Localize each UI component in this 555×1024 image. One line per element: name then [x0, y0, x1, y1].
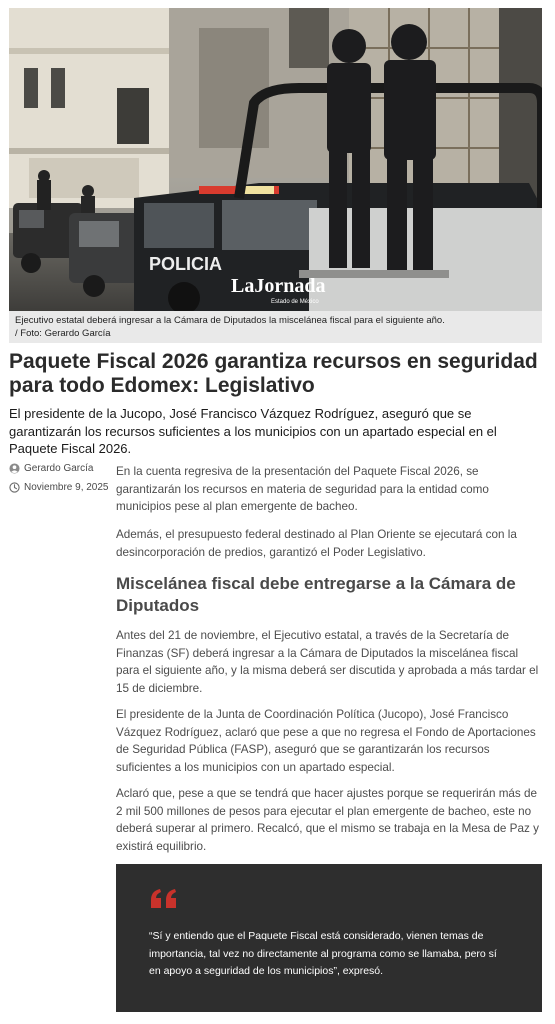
caption-line-2: / Foto: Gerardo García [15, 328, 111, 339]
paragraph-4: El presidente de la Junta de Coordinación Política (Jucopo), José Francisco Vázquez Rodríguez, aclaró que pese a que no regresa el Fondo de Aportaciones de Seguridad Pública (FASP), aseguró que se garantizarán los recursos suficientes a los municipios con un apartado especial. [116, 708, 536, 774]
article-title: Paquete Fiscal 2026 garantiza recursos en seguridad para todo Edomex: Legislativo [9, 350, 538, 397]
pull-quote [116, 864, 542, 1012]
photo-caption [9, 311, 542, 343]
author-name[interactable]: Gerardo García [24, 463, 94, 474]
quote-mark-icon [149, 888, 179, 910]
paragraph-2: Además, el presupuesto federal destinado al Plan Oriente se ejecutará con la desincorporación de predios, garantizó el Poder Legislativo. [116, 528, 517, 559]
hero-photo [9, 8, 542, 311]
date-meta [9, 482, 109, 493]
quote-text: “Sí y entiendo que el Paquete Fiscal está considerado, vienen temas de importancia, tal vez no directamente al programa como se llamaba, pero sí en apoyo a seguridad de los municipios”, expresó. [149, 930, 497, 977]
publish-date: Noviembre 9, 2025 [24, 482, 109, 493]
paragraph-5: Aclaró que, pese a que se tendrá que hacer ajustes porque se requerirán más de 2 mil 500 millones de pesos para ejecutar el plan emergente de bacheo, este no deberá superar al primero. Recalcó, que el mismo se trabaja en la Mesa de Paz y existirá equilibrio. [116, 787, 539, 853]
hero-scene [9, 8, 542, 311]
author-meta [9, 463, 109, 474]
caption-line-1: Ejecutivo estatal deberá ingresar a la Cámara de Diputados la miscelánea fiscal para el siguiente año. [15, 315, 445, 326]
section-heading: Miscelánea fiscal debe entregarse a la Cámara de Diputados [116, 574, 516, 615]
user-icon [9, 463, 20, 474]
article-lead: El presidente de la Jucopo, José Francisco Vázquez Rodríguez, aseguró que se garantizarán los recursos suficientes a los municipios con un apartado especial en el Paquete Fiscal 2026. [9, 406, 497, 456]
clock-icon [9, 482, 20, 493]
paragraph-3: Antes del 21 de noviembre, el Ejecutivo estatal, a través de la Secretaría de Finanzas (SF) deberá ingresar a la Cámara de Diputados la miscelánea fiscal para el siguiente año, y la misma deberá ser discutida y aprobada a más tardar el 15 de diciembre. [116, 629, 539, 695]
watermark-brand: LaJornada [231, 275, 326, 297]
watermark-sub: Estado de México [271, 299, 319, 305]
police-vehicle-text: POLICIA [149, 254, 223, 274]
paragraph-1: En la cuenta regresiva de la presentación del Paquete Fiscal 2026, se garantizarán los recursos en materia de seguridad para la entidad como municipios pese al plan emergente de bacheo. [116, 465, 489, 513]
